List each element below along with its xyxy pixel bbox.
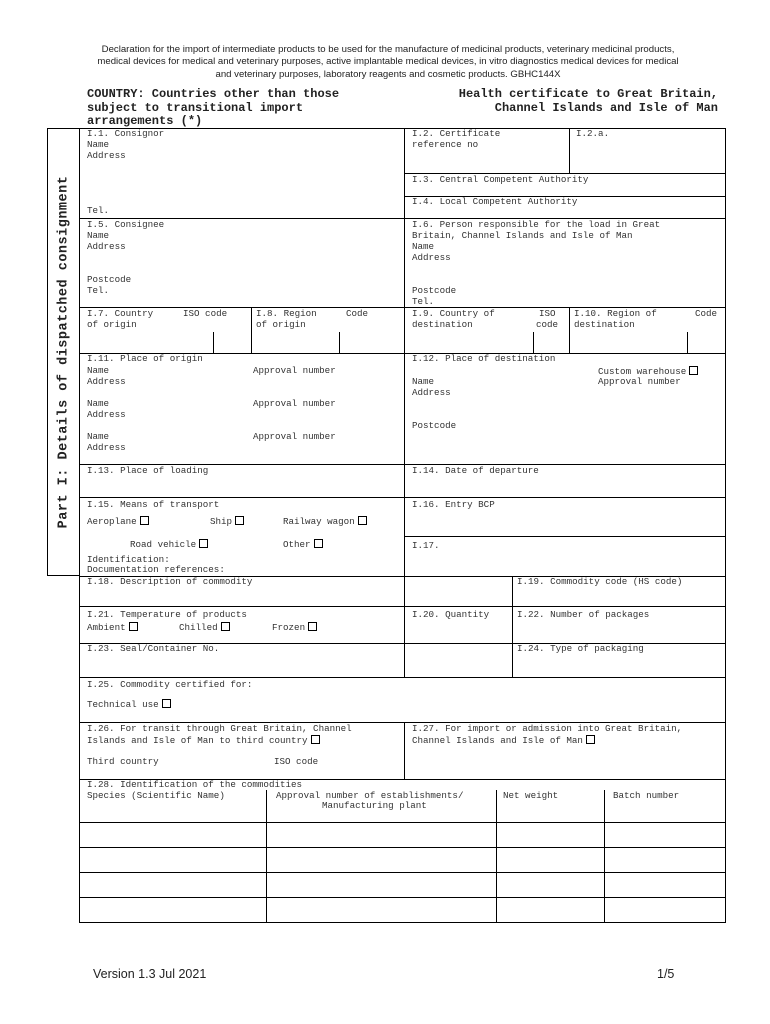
ship-label: Ship — [210, 516, 233, 527]
field-i25-label: I.25. Commodity certified for: — [87, 679, 253, 690]
field-i21-label: I.21. Temperature of products — [87, 609, 247, 620]
grid-line — [213, 332, 214, 354]
grid-line — [569, 307, 570, 354]
certificate-heading — [459, 88, 718, 115]
field-i1-name: Name — [87, 139, 110, 150]
field-i20-label: I.20. Quantity — [412, 609, 490, 620]
grid-line — [496, 790, 497, 923]
grid-line — [79, 497, 726, 498]
field-i12-postcode: Postcode — [412, 420, 457, 431]
transport-railway — [283, 516, 367, 528]
grid-line — [512, 643, 513, 678]
part-i-label-text: Part I: Details of dispatched consignment — [56, 175, 71, 529]
field-i15-label: I.15. Means of transport — [87, 499, 220, 510]
field-i10-label: I.10. Region of — [574, 308, 657, 319]
country-line-1: COUNTRY: Countries other than those — [87, 87, 340, 101]
field-i7-iso: ISO code — [183, 308, 228, 319]
road-label: Road vehicle — [130, 539, 197, 550]
field-i12-approval: Approval number — [598, 376, 681, 387]
field-i9-sub: destination — [412, 319, 473, 330]
declaration-text: Declaration for the import of intermediate products to be used for the manufacture of medicinal products, veterinary medicinal products, medical devices for medical and veterinary purposes, active implantable medical devices, in vitro diagnostics medical devices for medical and veterinary purposes, laboratory reagents and cosmetic products. GBHC144X — [97, 44, 679, 80]
field-i11-name-3: Name — [87, 431, 110, 442]
grid-line — [79, 897, 726, 898]
certificate-line-2: Channel Islands and Isle of Man — [494, 100, 718, 115]
frozen-label: Frozen — [272, 622, 306, 633]
transport-aeroplane — [87, 516, 149, 528]
grid-line — [533, 332, 534, 354]
grid-line — [404, 606, 405, 678]
technical-use-checkbox[interactable] — [162, 699, 171, 708]
field-i5-label: I.5. Consignee — [87, 219, 165, 230]
field-i26-label: I.26. For transit through Great Britain, Channel — [87, 723, 352, 734]
field-i8-sub: of origin — [256, 319, 306, 330]
temp-frozen — [272, 622, 317, 634]
field-i8-code: Code — [346, 308, 369, 319]
field-i19-label: I.19. Commodity code (HS code) — [517, 576, 683, 587]
field-i2a-label: I.2.a. — [576, 128, 610, 139]
field-i23-label: I.23. Seal/Container No. — [87, 643, 220, 654]
road-checkbox[interactable] — [199, 539, 208, 548]
col-approval: Approval number of establishments/ — [276, 790, 464, 801]
grid-line — [512, 576, 513, 644]
other-label: Other — [283, 539, 311, 550]
chilled-checkbox[interactable] — [221, 622, 230, 631]
transport-road — [130, 539, 208, 551]
i26-sub-label: Islands and Isle of Man to third country — [87, 735, 308, 746]
ambient-label: Ambient — [87, 622, 126, 633]
field-i26-iso: ISO code — [274, 756, 319, 767]
aeroplane-label: Aeroplane — [87, 516, 137, 527]
field-i27-sub — [412, 735, 595, 747]
field-i4-label: I.4. Local Competent Authority — [412, 196, 578, 207]
field-i12-address: Address — [412, 387, 451, 398]
field-i13-label: I.13. Place of loading — [87, 465, 209, 476]
field-i18-label: I.18. Description of commodity — [87, 576, 253, 587]
grid-line — [79, 677, 726, 678]
field-i9-code: code — [536, 319, 559, 330]
grid-line — [339, 332, 340, 354]
field-i17-label: I.17. — [412, 540, 440, 551]
technical-use — [87, 699, 171, 711]
grid-line — [404, 536, 726, 537]
grid-line — [266, 790, 267, 923]
field-i11-name-2: Name — [87, 398, 110, 409]
import-checkbox[interactable] — [586, 735, 595, 744]
field-i1-address: Address — [87, 150, 126, 161]
ambient-checkbox[interactable] — [129, 622, 138, 631]
transport-ship — [210, 516, 244, 528]
field-i11-name-1: Name — [87, 365, 110, 376]
col-batch-number: Batch number — [613, 790, 680, 801]
aeroplane-checkbox[interactable] — [140, 516, 149, 525]
field-i11-approval-2: Approval number — [253, 398, 336, 409]
field-i16-label: I.16. Entry BCP — [412, 499, 495, 510]
field-i10-sub: destination — [574, 319, 635, 330]
field-i11-approval-1: Approval number — [253, 365, 336, 376]
field-i12-label: I.12. Place of destination — [412, 353, 556, 364]
grid-line — [604, 790, 605, 923]
footer-version: Version 1.3 Jul 2021 — [93, 967, 207, 981]
field-i11-address-2: Address — [87, 409, 126, 420]
grid-line — [79, 922, 726, 923]
temp-ambient — [87, 622, 138, 634]
field-i5-postcode: Postcode — [87, 274, 132, 285]
field-i5-name: Name — [87, 230, 110, 241]
field-i11-address-3: Address — [87, 442, 126, 453]
chilled-label: Chilled — [179, 622, 218, 633]
field-i6-label: I.6. Person responsible for the load in Great — [412, 219, 661, 230]
ship-checkbox[interactable] — [235, 516, 244, 525]
field-i6-sub: Britain, Channel Islands and Isle of Man — [412, 230, 633, 241]
railway-checkbox[interactable] — [358, 516, 367, 525]
field-i26-third-country: Third country — [87, 756, 159, 767]
field-i6-address: Address — [412, 252, 451, 263]
certificate-line-1: Health certificate to Great Britain, — [458, 87, 718, 101]
frozen-checkbox[interactable] — [308, 622, 317, 631]
field-i2-label: I.2. Certificate — [412, 128, 501, 139]
field-i6-tel: Tel. — [412, 296, 435, 307]
field-i15-documentation: Documentation references: — [87, 564, 225, 575]
grid-line — [79, 606, 726, 607]
grid-line — [79, 847, 726, 848]
i27-sub-label: Channel Islands and Isle of Man — [412, 735, 583, 746]
field-i9-label: I.9. Country of — [412, 308, 495, 319]
railway-label: Railway wagon — [283, 516, 355, 527]
field-i7-sub: of origin — [87, 319, 137, 330]
grid-line — [687, 332, 688, 354]
country-line-2: subject to transitional import — [87, 100, 304, 115]
temp-chilled — [179, 622, 230, 634]
field-i1-label: I.1. Consignor — [87, 128, 165, 139]
field-i7-label: I.7. Country — [87, 308, 154, 319]
grid-line — [79, 128, 726, 129]
field-i6-name: Name — [412, 241, 435, 252]
field-i10-code: Code — [695, 308, 718, 319]
transit-checkbox[interactable] — [311, 735, 320, 744]
field-i8-label: I.8. Region — [256, 308, 317, 319]
country-line-3: arrangements (*) — [87, 114, 203, 128]
custom-warehouse-label: Custom warehouse — [598, 366, 687, 377]
country-heading — [87, 88, 339, 129]
custom-warehouse-checkbox[interactable] — [689, 366, 698, 375]
grid-line — [79, 128, 80, 923]
field-i5-address: Address — [87, 241, 126, 252]
field-i15-identification: Identification: — [87, 554, 170, 565]
field-i26-sub — [87, 735, 320, 747]
part-i-side-label — [47, 128, 79, 576]
col-net-weight: Net weight — [503, 790, 559, 801]
field-i2-sub: reference no — [412, 139, 479, 150]
field-i5-tel: Tel. — [87, 285, 110, 296]
field-i3-label: I.3. Central Competent Authority — [412, 174, 589, 185]
grid-line — [251, 307, 252, 354]
grid-line — [79, 872, 726, 873]
field-i1-tel: Tel. — [87, 205, 110, 216]
col-species: Species (Scientific Name) — [87, 790, 225, 801]
footer-page-number: 1/5 — [657, 967, 675, 981]
field-i24-label: I.24. Type of packaging — [517, 643, 644, 654]
field-i28-label: I.28. Identification of the commodities — [87, 779, 303, 790]
field-i22-label: I.22. Number of packages — [517, 609, 650, 620]
transport-other — [283, 539, 323, 551]
field-i6-postcode: Postcode — [412, 285, 457, 296]
grid-line — [79, 822, 726, 823]
field-i11-label: I.11. Place of origin — [87, 353, 203, 364]
grid-line — [725, 128, 726, 923]
technical-use-label: Technical use — [87, 699, 159, 710]
field-i14-label: I.14. Date of departure — [412, 465, 539, 476]
field-i11-approval-3: Approval number — [253, 431, 336, 442]
other-checkbox[interactable] — [314, 539, 323, 548]
grid-line — [404, 722, 405, 779]
col-approval-sub: Manufacturing plant — [322, 800, 427, 811]
field-i12-name: Name — [412, 376, 435, 387]
field-i11-address-1: Address — [87, 376, 126, 387]
field-i27-label: I.27. For import or admission into Great Britain, — [412, 723, 683, 734]
grid-line — [569, 128, 570, 174]
field-i9-iso: ISO — [539, 308, 556, 319]
